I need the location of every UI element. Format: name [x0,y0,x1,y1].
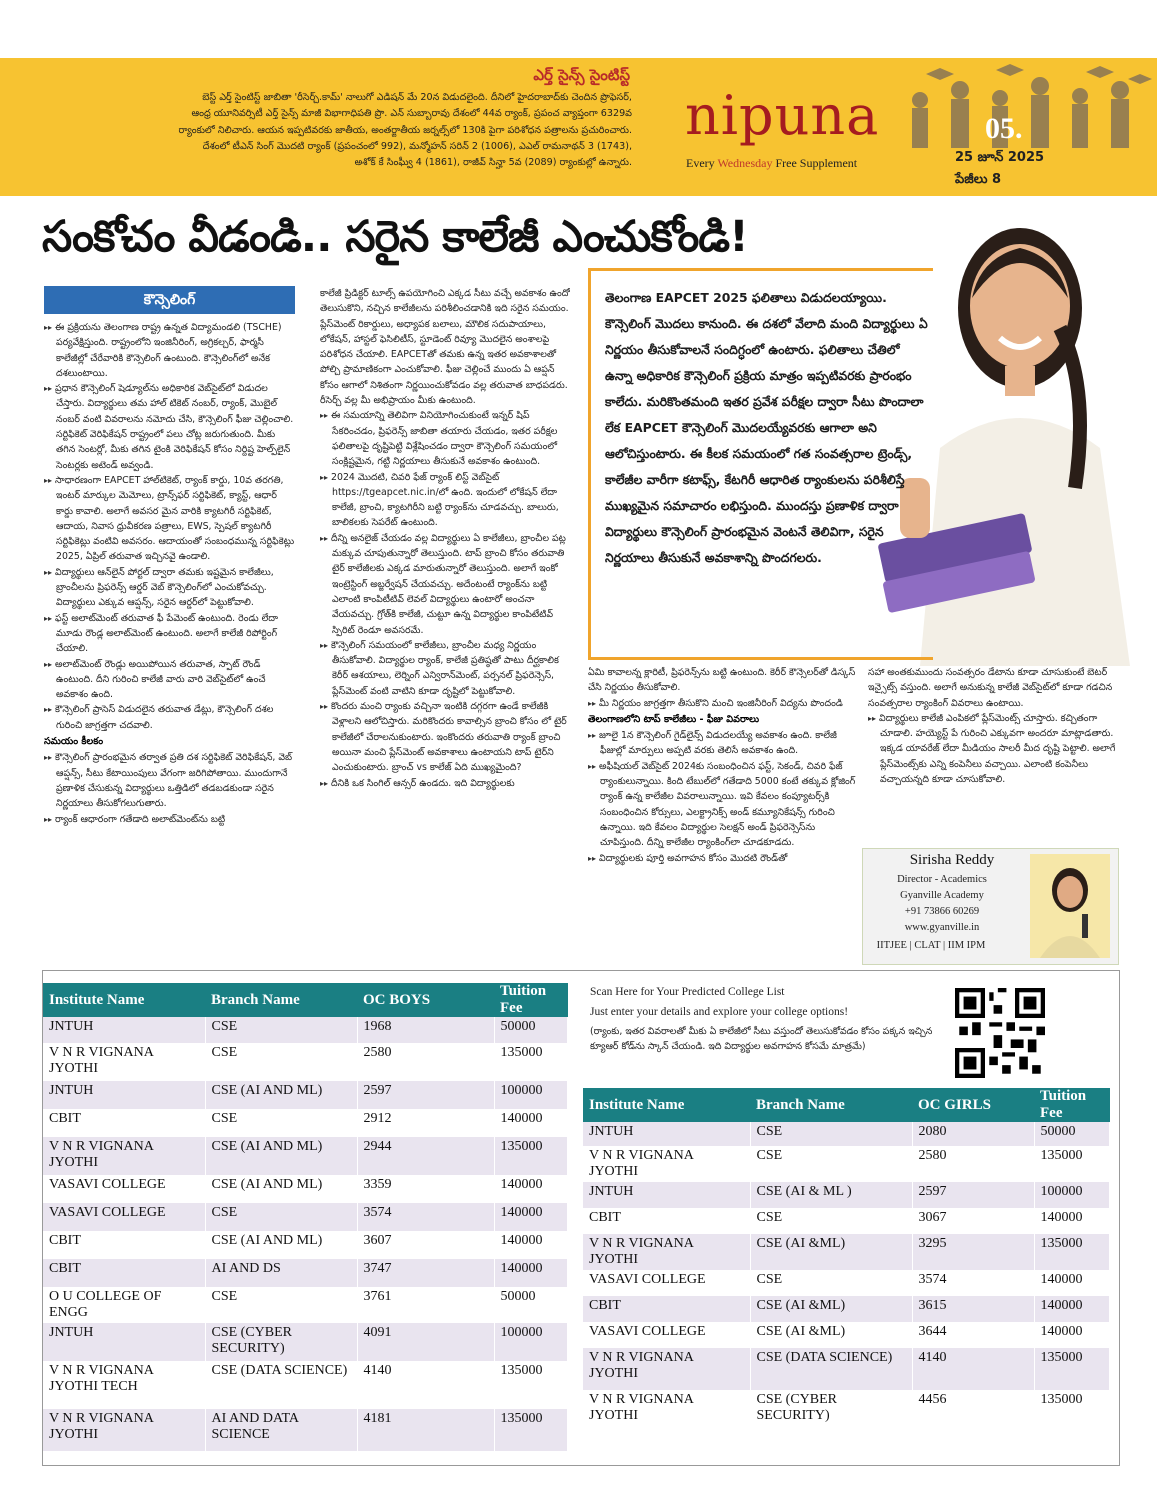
bullet-item [588,759,856,851]
bullet-text: కౌన్సెలింగ్ సమయంలో కాలేజీలు, బ్రాంచీల మధ్య నిర్ణయం తీసుకోవాలి. విద్యార్థుల ర్యాంక్, కాలేజీ ప్రతిష్ఠతో పాటు దీర్ఘకాలిక కెరీర్ ఆశయాలు, లెర్నింగ్ ఎన్విరాన్‌మెంట్, పర్సనల్ ప్రిఫరెన్సెస్, ప్లేస్‌మెంట్ వంటి వాటిని కూడా దృష్టిలో పెట్టుకోవాలి. [331,639,559,697]
table-cell: 140000 [494,1203,568,1231]
table-cell: 50000 [494,1287,568,1323]
bullet-arrow-icon: ▸▸ [44,753,53,763]
bullet-arrow-icon: ▸▸ [588,731,597,741]
bullet-arrow-icon: ▸▸ [44,475,53,485]
bullet-text: ప్రధాన కౌన్సెలింగ్ షెడ్యూల్‌ను అధికారిక వెబ్‌సైట్‌లో విడుదల చేస్తారు. విద్యార్థులు తమ హాల్ టికెట్ నంబర్, ర్యాంక్, మొబైల్ నంబర్ వంటి వివరాలను నమోదు చేసి, కౌన్సెలింగ్ ఫీజు చెల్లించాలి. సర్టిఫికెట్ వెరిఫికేషన్ రాష్ట్రంలో పలు చోట్ల జరుగుతుంది. మీకు తగిన సెంటర్లో, మీకు తగిన టైంకి వెరిఫికేషన్ కోసం నిర్దిష్ట హెల్ప్‌లైన్ సెంటర్లకు అటెండ్ అవ్వండి. [55,383,294,471]
table-cell: AI AND DS [205,1259,357,1287]
table-cell: CSE (CYBER SECURITY) [205,1323,357,1361]
bullet-arrow-icon: ▸▸ [588,853,597,863]
bullet-text: ఫస్ట్ అలాట్‌మెంట్ తరువాత ఫీ పేమెంట్ ఉంటుంది. రెండు లేదా మూడు రౌండ్ల అలాట్‌మెంట్ ఉంటుంది. అలాగే కాలేజీ రిపోర్టింగ్ చేయాలి. [55,612,279,655]
table-cell: 140000 [1034,1296,1110,1322]
table-cell: 2580 [357,1043,494,1081]
table-row [43,1043,568,1081]
bullet-arrow-icon: ▸▸ [320,533,329,543]
column-header: OC BOYS [357,983,494,1017]
table-cell: O U COLLEGE OF ENGG [43,1287,205,1323]
table-cell: 3607 [357,1231,494,1259]
table-cell: 2597 [912,1182,1034,1208]
bullet-item [320,408,570,469]
table-cell: CSE (AI AND ML) [205,1081,357,1109]
table-cell: JNTUH [583,1122,750,1146]
bullet-arrow-icon: ▸▸ [44,384,53,394]
table-cell: CSE [750,1146,912,1182]
table-row [43,1017,568,1043]
brief-line: ఆంధ్ర యూనివర్సిటీ ఎర్త్ సైన్స్ మాజీ విభాగాధిపతి ప్రొ. ఎన్ సుబ్బారావు దేశంలో 44వ ర్యాంక్, ప్రపంచ వ్యాప్తంగా 6329వ [191,108,632,120]
table-row [43,1409,568,1451]
column-header: Institute Name [583,1088,750,1122]
bullet-text: ఈ సమయాన్ని తెలివిగా వినియోగించుకుంటే ఇన్నర్ షిప్ సేకరించడం, ప్రిఫరెన్స్ జాబితా తయారు చేయడం, ఇతర పరీక్షల ఫలితాలపై దృష్టిపెట్టి విశ్లేషించడం ద్వారా కౌన్సెలింగ్ సమయంలో సంక్లిష్టమైన, గట్టి నిర్ణయాలు తీసుకునే అవకాశం ఉంటుంది. [331,410,558,468]
table-cell: CSE [205,1203,357,1231]
bullet-arrow-icon: ▸▸ [320,411,329,421]
tagline [686,156,857,171]
table-cell: 135000 [494,1409,568,1451]
bullet-text: ఈ ప్రక్రియను తెలంగాణ రాష్ట్ర ఉన్నత విద్యామండలి (TSCHE) పర్యవేక్షిస్తుంది. రాష్ట్రంలోని ఇంజినీరింగ్, అగ్రికల్చర్, ఫార్మసీ కాలేజీల్లో చేరేవారికి కౌన్సెలింగ్ ఉంటుంది. కౌన్సెలింగ్‌లో అనేక దశలుంటాయి. [55,322,282,379]
subheading-top-colleges: తెలంగాణలోని టాప్ కాలేజీలు - ఫీజు వివరాలు [588,713,760,725]
table-cell: CSE [205,1287,357,1323]
table-cell: CSE [205,1109,357,1137]
bullet-text: విద్యార్థులకు పూర్తి అవగాహన కోసం మొదటి రౌండ్‌తో [599,852,788,864]
oc-boys-table [43,983,568,1451]
bullet-item [44,657,295,703]
table-cell: AI AND DATA SCIENCE [205,1409,357,1451]
paragraph: కాలేజీ ప్రిడిక్టర్ టూల్స్ ఉపయోగించి ఎక్కడ సీటు వచ్చే అవకాశం ఉందో తెలుసుకొని, నచ్చిన కాలేజీలను పరిశీలించడానికి ఇది సరైన సమయం. ప్లేస్‌మెంట్ రికార్డులు, అధ్యాపక బలాలు, మౌలిక సదుపాయాలు, లోకేషన్, హాస్టల్ ఫెసిలిటీస్, స్టూడెంట్ రివ్యూ మొదలైన అంశాలపై పరిశోధన చేయాలి. EAPCETతో తమకు ఉన్న ఇతర అవకాశాలతో పోల్చి ప్రామాణికంగా ఎంచుకోవాలి. ఫీజు చెల్లించే ముందు ఏ ఆప్షన్ కోసం ఆగాలో నిశితంగా నిర్ణయించుకోవడం వల్ల తరువాత బాధపడరు. రీసెర్చ్ వల్ల మీ అభిప్రాయం మీకు ఉంటుంది. [320,288,570,407]
table-cell: 3359 [357,1175,494,1203]
table-row [43,1287,568,1323]
bullet-text: కొందరు మంచి ర్యాంకు వచ్చినా ఇంటికి దగ్గరగా ఉండే కాలేజీకి వెళ్లాలని ఆలోచిస్తారు. మరికొందరు కావాల్సిన బ్రాంచి కోసం లో టైర్ కాలేజీలో చేరాలనుకుంటారు. ఇంకొందరు తరువాతి ర్యాంక్ బ్రాంచి అయినా మంచి ప్లేస్‌మెంట్ అవకాశాలు ఉంటాయని టాప్ టైర్‌ని ఎంచుకుంటారు. బ్రాంచ్ vs కాలేజ్ ఏది ముఖ్యమైంది? [331,701,567,774]
table-cell: CSE (DATA SCIENCE) [205,1361,357,1409]
table-cell: 140000 [1034,1322,1110,1348]
table-cell: 3761 [357,1287,494,1323]
table-row [583,1122,1110,1146]
issue-number: 05. [985,112,1023,145]
table-cell: 2080 [912,1122,1034,1146]
table-row [583,1390,1110,1432]
bullet-arrow-icon: ▸▸ [44,613,53,623]
author-phone: +91 73866 60269 [904,906,980,917]
bullet-item [44,812,295,827]
table-cell: 3574 [912,1270,1034,1296]
table-cell: V N R VIGNANA JYOTHI [583,1390,750,1432]
table-cell: 135000 [1034,1348,1110,1390]
bullet-item [588,696,856,711]
bullet-arrow-icon: ▸▸ [320,640,329,650]
table-cell: CSE [205,1043,357,1081]
table-cell: 1968 [357,1017,494,1043]
section-label-counselling: కౌన్సెలింగ్ [44,286,295,314]
table-row [583,1146,1110,1182]
bullet-arrow-icon: ▸▸ [44,705,53,715]
table-header-row [43,983,568,1017]
table-row [583,1322,1110,1348]
author-role: Director - Academics [897,874,987,885]
table-row [43,1109,568,1137]
table-cell: 4140 [357,1361,494,1409]
bullet-arrow-icon: ▸▸ [320,778,329,788]
table-cell: CSE (AI AND ML) [205,1137,357,1175]
table-cell: 2580 [912,1146,1034,1182]
table-cell: CBIT [43,1259,205,1287]
table-cell: CSE (AI &ML) [750,1322,912,1348]
subheading-timing: సమయం కీలకం [44,736,104,748]
table-cell: 135000 [494,1361,568,1409]
qr-code-icon[interactable] [955,988,1045,1078]
table-cell: 140000 [1034,1208,1110,1234]
table-cell: 50000 [494,1017,568,1043]
table-cell: JNTUH [583,1182,750,1208]
tagline-highlight: Wednesday [717,156,773,170]
bullet-item [44,320,295,381]
table-row [43,1231,568,1259]
column-header: Branch Name [750,1088,912,1122]
author-name: Sirisha Reddy [909,852,995,868]
table-cell: CSE [205,1017,357,1043]
table-cell: JNTUH [43,1323,205,1361]
oc-girls-table [583,1088,1110,1432]
table-cell: V N R VIGNANA JYOTHI TECH [43,1361,205,1409]
table-cell: CBIT [583,1208,750,1234]
article-column-4 [868,665,1118,845]
tagline-prefix: Every [686,156,718,170]
article-column-3 [588,665,856,962]
table-cell: VASAVI COLLEGE [43,1203,205,1231]
graduates-crowd-graphic [890,60,1157,148]
intro-text: తెలంగాణ EAPCET 2025 ఫలితాలు విడుదలయ్యాయి. కౌన్సెలింగ్ మొదలు కానుంది. ఈ దశలో వేలాది మంది విద్యార్థులు ఏ నిర్ణయం తీసుకోవాలనే సందిగ్ధంలో ఉంటారు. ఫలితాలు చేతిలో ఉన్నా అధికారిక కౌన్సెలింగ్ ప్రక్రియ మాత్రం ఇప్పటివరకు ప్రారంభం కాలేదు. మరికొంతమంది ఇతర ప్రవేశ పరీక్షల ద్వారా సీటు పొందాలా లేక EAPCET కౌన్సెలింగ్ మొదలయ్యేవరకు ఆగాలా అని ఆలోచిస్తుంటారు. ఈ కీలక సమయంలో గత సంవత్సరాల ట్రెండ్స్, కాలేజీల వారీగా కటాఫ్స్, కేటగిరీ ఆధారిత ర్యాంకులను పరిశీలిస్తే ముఖ్యమైన సమాచారం లభిస్తుంది. ముందస్తు ప్రణాళిక ద్వారా విద్యార్థులు కౌన్సెలింగ్ ప్రారంభమైన వెంటనే తెలివిగా, సరైన నిర్ణయాలు తీసుకునే అవకాశాన్ని పొందగలరు. [605,290,928,565]
table-cell: V N R VIGNANA JYOTHI [583,1234,750,1270]
table-cell: CSE [750,1270,912,1296]
table-cell: 100000 [1034,1182,1110,1208]
bullet-item [588,728,856,759]
table-row [43,1203,568,1231]
table-row [583,1182,1110,1208]
tagline-suffix: Free Supplement [772,156,858,170]
bullet-arrow-icon: ▸▸ [868,713,877,723]
table-row [583,1208,1110,1234]
column-header: Branch Name [205,983,357,1017]
bullet-item [320,531,570,638]
table-cell: 3615 [912,1296,1034,1322]
issue-date: 25 జూన్ 2025 [955,150,1045,165]
table-row [43,1175,568,1203]
bullet-text: జూలై 1న కౌన్సెలింగ్ గైడ్‌లైన్స్ విడుదలయ్యే అవకాశం ఉంది. కాలేజీ ఫీజుల్లో మార్పులు అప్పటి వరకు తెలిసే అవకాశం ఉంది. [599,730,837,757]
table-row [43,1361,568,1409]
table-cell: 4091 [357,1323,494,1361]
table-cell: 135000 [1034,1390,1110,1432]
table-cell: 100000 [494,1323,568,1361]
table-cell: 135000 [494,1043,568,1081]
table-cell: 2912 [357,1109,494,1137]
author-tags: IITJEE | CLAT | IIM IPM [876,940,986,951]
table-cell: 50000 [1034,1122,1110,1146]
earth-scientist-brief [40,90,632,171]
bullet-text: అలాట్‌మెంట్ రౌండ్లు అయిపోయిన తరువాత, స్పాట్ రౌండ్ ఉంటుంది. దీని గురించి కాలేజీ వారు వారి వెబ్‌సైట్‌లో ఉంచే అవకాశం ఉంది. [55,658,266,701]
bullet-arrow-icon: ▸▸ [44,323,53,332]
earth-scientist-title: ఎర్త్ సైన్స్ సైంటిస్ట్ [533,66,630,84]
table-cell: V N R VIGNANA JYOTHI [43,1409,205,1451]
table-cell: CSE [750,1122,912,1146]
table-row [583,1234,1110,1270]
brief-line: బెస్ట్ ఎర్త్ సైంటిస్ట్ జాబితా 'రీసెర్చ్.కామ్' నాలుగో ఎడిషన్ మే 20న విడుదలైంది. దీనిలో హైదరాబాద్‌కు చెందిన ప్రొఫెసర్, [202,92,632,103]
bullet-text: కౌన్సెలింగ్ ప్రాసెస్ విడుదలైన తరువాత డేట్లు, కౌన్సెలింగ్ దశల గురించి జాగ్రత్తగా చదవాలి. [55,704,274,731]
bullet-text: కౌన్సెలింగ్ ప్రారంభమైన తర్వాత ప్రతి దశ సర్టిఫికెట్ వెరిఫికేషన్, వెబ్ ఆప్షన్స్, సీటు కేటాయింపులు వేగంగా జరిగిపోతాయి. ముందుగానే ప్రణాళిక చేసుకున్న విద్యార్థులు ఒత్తిడిలో తడబడకుండా సరైన నిర్ణయాలు తీసుకోగలుగుతారు. [55,752,293,810]
author-website: www.gyanville.in [904,922,980,933]
table-cell: 135000 [1034,1234,1110,1270]
author-org: Gyanville Academy [900,890,984,901]
bullet-item [320,776,570,791]
column-header: OC GIRLS [912,1088,1034,1122]
table-cell: 140000 [494,1175,568,1203]
table-cell: CBIT [43,1231,205,1259]
table-cell: V N R VIGNANA JYOTHI [43,1137,205,1175]
brief-line: దేశంలో టీఎన్ సింగ్ మొదటి ర్యాంక్ (ప్రపంచంలో 992), మన్మోహన్ సరిన్ 2 (1006), ఎఎల్ రామనాథన్ 3 (1743), [202,140,632,152]
column-header: Tuition Fee [494,983,568,1017]
table-cell: VASAVI COLLEGE [583,1322,750,1348]
table-cell: 3067 [912,1208,1034,1234]
table-cell: 4456 [912,1390,1034,1432]
paragraph: సహా అంతకుముందు సంవత్సరం డేటాను కూడా చూసుకుంటే బెటర్ ఇన్సైట్స్ వస్తుంది. అలాగే అనుకున్న కాలేజీ వెబ్‌సైట్‌లో కూడా గడచిన సంవత్సరాల ర్యాంకింగ్ వివరాలు ఉంటాయి. [868,667,1113,709]
intro-box [588,268,933,660]
bullet-item [44,611,295,657]
brief-line: అశోక్ కే సింఘ్వీ 4 (1861), రాజీవ్ సిన్హా 5వ (2089) ర్యాంకుల్లో ఉన్నారు. [354,157,632,169]
table-cell: VASAVI COLLEGE [43,1175,205,1203]
bullet-item [44,565,295,611]
table-row [43,1081,568,1109]
bullet-item [44,750,295,811]
page-headline: సంకోచం వీడండి.. సరైన కాలేజీ ఎంచుకోండి! [42,212,748,262]
table-cell: CBIT [583,1296,750,1322]
bullet-arrow-icon: ▸▸ [588,698,597,708]
qr-heading: Scan Here for Your Predicted College List [590,986,785,998]
table-cell: 2944 [357,1137,494,1175]
bullet-text: అఫీషియల్ వెబ్‌సైట్ 2024కు సంబంధించిన ఫస్ట్, సెకండ్, చివరి ఫేజ్ ర్యాంకులున్నాయి. కింది టేబుల్‌లో గతేడాది 5000 కంటే తక్కువ క్లోజింగ్ ర్యాంక్ ఉన్న కాలేజీల వివరాలున్నాయి. ఇవి కేవలం కంప్యూటర్స్‌కి సంబంధించిన కోర్సులు, ఎలక్ట్రానిక్స్ అండ్ కమ్యూనికేషన్స్ గురించి ఉన్నాయి. ఇది కేవలం విద్యార్థుల సెలక్షన్ అండ్ ప్రిఫరెన్సెస్‌ను చూపిస్తుంది. దీన్ని కాలేజీల ర్యాంకింగ్‌లా చూడకూడదు. [599,760,856,849]
table-cell: 3747 [357,1259,494,1287]
column-header: Institute Name [43,983,205,1017]
bullet-item [44,381,295,473]
bullet-item [868,711,1118,787]
table-cell: 4140 [912,1348,1034,1390]
qr-subheading: Just enter your details and explore your college options! [590,1006,849,1018]
bullet-arrow-icon: ▸▸ [320,472,329,482]
table-cell: 140000 [494,1231,568,1259]
table-cell: CSE (AI &ML) [750,1296,912,1322]
bullet-text: విద్యార్థులు కాలేజీ ఎంపికలో ప్లేస్‌మెంట్స్ చూస్తారు. కచ్చితంగా చూడాలి. హయ్యెస్ట్ పే గురించి ఎక్కువగా అందరూ మాట్లాడతారు. ఇక్కడ యావరేజ్ లేదా మీడియం సాలరీ మీద దృష్టి పెట్టాలి. అలాగే ప్లేస్‌మెంట్స్‌కు ఎన్ని కంపెనీలు వచ్చాయి. ఎలాంటి కంపెనీలు వచ్చాయన్నది కూడా చూసుకోవాలి. [879,712,1116,786]
table-cell: CBIT [43,1109,205,1137]
table-cell: 3574 [357,1203,494,1231]
qr-note: (ర్యాంకు, ఇతర వివరాలతో మీకు ఏ కాలేజీలో సీటు వస్తుందో తెలుసుకోవడం కోసం పక్కన ఇచ్చిన క్యూఆర్ కోడ్‌ను స్కాన్ చేయండి. ఇది విద్యార్థుల అవగాహన కోసమే మాత్రమే) [590,1026,933,1052]
bullet-arrow-icon: ▸▸ [44,567,53,577]
author-avatar [1030,854,1110,958]
table-cell: 3295 [912,1234,1034,1270]
table-row [43,1323,568,1361]
article-column-2 [320,286,570,962]
table-header-row [583,1088,1110,1122]
bullet-text: సాధారణంగా EAPCET హాల్‌టికెట్, ర్యాంక్ కార్డు, 10వ తరగతి, ఇంటర్ మార్కుల మెమోలు, ట్రాన్స్‌ఫర్ సర్టిఫికెట్, క్యాస్ట్, ఆధార్ కార్డు కావాలి. అలాగే అవసర మైన వారికి క్యాటగిరీ సర్టిఫికెట్, ఆదాయ, నివాస ధ్రువీకరణ పత్రాలు, EWS, స్పెషల్ క్యాటగిరీ సర్టిఫికెట్లు వంటివి అవసరం. ఆదాయంతో సంబంధమున్న సర్టిఫికెట్లు 2025, ఏప్రిల్ తరువాత ఇచ్చినవై ఉండాలి. [55,474,295,563]
table-cell: CSE (DATA SCIENCE) [750,1348,912,1390]
nipuna-logo: nipuna [685,84,880,147]
brief-line: ర్యాంకులో నిలిచారు. ఆయన ఇప్పటివరకు జాతీయ, అంతర్జాతీయ జర్నల్స్‌లో 130కి పైగా పరిశోధన పత్రాలను ప్రచురించారు. [178,124,632,136]
column-header: Tuition Fee [1034,1088,1110,1122]
bullet-item [320,699,570,775]
bullet-arrow-icon: ▸▸ [588,761,597,771]
bullet-text: విద్యార్థులు ఆన్‌లైన్ పోర్టల్ ద్వారా తమకు ఇష్టమైన కాలేజీలు, బ్రాంచీలను ప్రిఫరెన్స్ ఆర్డర్ వెబ్ కౌన్సెలింగ్‌లో ఎంచుకోవచ్చు. విద్యార్థులు ఎక్కువ ఆప్షన్స్, సరైన ఆర్డర్‌లో పెట్టుకోవాలి. [55,566,274,609]
table-cell: CSE [750,1208,912,1234]
table-cell: 2597 [357,1081,494,1109]
bullet-text: మీ నిర్ణయం జాగ్రత్తగా తీసుకొని మంచి ఇంజినీరింగ్ విద్యను పొందండి [599,697,843,709]
page-count: పేజీలు 8 [955,172,1002,187]
paragraph: ఏమి కావాలన్న క్లారిటీ, ప్రిఫరెన్స్‌ను బట్టి ఉంటుంది. కెరీర్ కౌన్సెలర్‌తో డిస్కస్ చేసి నిర్ణయం తీసుకోవాలి. [588,667,856,694]
table-cell: JNTUH [43,1081,205,1109]
bullet-arrow-icon: ▸▸ [320,702,329,712]
table-cell: CSE (CYBER SECURITY) [750,1390,912,1432]
bullet-arrow-icon: ▸▸ [44,814,53,824]
table-cell: VASAVI COLLEGE [583,1270,750,1296]
table-cell: 140000 [1034,1270,1110,1296]
table-cell: CSE (AI & ML ) [750,1182,912,1208]
table-cell: CSE (AI &ML) [750,1234,912,1270]
bullet-text: దీనికి ఒక సింగిల్ ఆన్సర్ ఉండదు. ఇది విద్యార్థులకు [331,777,515,789]
table-cell: 140000 [494,1109,568,1137]
bullet-text: దీన్ని అనలైజ్ చేయడం వల్ల విద్యార్థులు ఏ కాలేజీలు, బ్రాంచీల పట్ల మక్కువ చూపుతున్నారో తెలుస్తుంది. టాప్ బ్రాంచి కోసం తరువాతి టైర్ కాలేజీలకు ఎక్కడ మారుతున్నారో తెలుస్తుంది. అలాగే ఇంకో ఇంట్రెస్టింగ్ అబ్జర్వేషన్ చేయవచ్చు. అదేంటంటే ర్యాంక్‌ను బట్టి ఎలాంటి కాంపిటీటివ్ లెవల్ విద్యార్థులు ఉంటారో అంచనా వేయవచ్చు. గ్రోత్‌కి కాలేజీ, చుట్టూ ఉన్న విద్యార్థుల కాంపిటేటివ్ స్పిరిట్ రెండూ అవసరమే. [331,532,566,636]
bullet-item [44,702,295,733]
table-cell: 100000 [494,1081,568,1109]
table-cell: CSE (AI AND ML) [205,1175,357,1203]
table-row [43,1137,568,1175]
table-cell: V N R VIGNANA JYOTHI [43,1043,205,1081]
article-column-1 [44,320,295,962]
bullet-item [320,470,570,531]
table-cell: 3644 [912,1322,1034,1348]
table-row [43,1259,568,1287]
table-cell: JNTUH [43,1017,205,1043]
table-row [583,1270,1110,1296]
bullet-text: ర్యాంక్ ఆధారంగా గతేడాది అలాట్‌మెంట్‌ను బట్టి [55,813,226,825]
table-row [583,1296,1110,1322]
table-cell: 135000 [1034,1146,1110,1182]
bullet-item [588,851,856,866]
bullet-item [44,473,295,565]
bullet-item [320,638,570,699]
table-cell: 4181 [357,1409,494,1451]
bullet-arrow-icon: ▸▸ [44,659,53,669]
table-cell: 140000 [494,1259,568,1287]
table-cell: V N R VIGNANA JYOTHI [583,1348,750,1390]
bullet-text: 2024 మొదటి, చివరి ఫేజ్ ర్యాంక్ లిస్ట్ వెబ్‌సైట్ https://tgeapcet.nic.in/లో ఉంది. ఇందులో లోకేషన్ లేదా కాలేజీ, బ్రాంచి, క్యాటగిరీని బట్టి ర్యాంక్‌ను చూడవచ్చు. బాలురు, బాలికలకు సెపరేట్ ఉంటుంది. [331,471,559,529]
table-cell: CSE (AI AND ML) [205,1231,357,1259]
table-cell: V N R VIGNANA JYOTHI [583,1146,750,1182]
table-cell: 135000 [494,1137,568,1175]
table-row [583,1348,1110,1390]
